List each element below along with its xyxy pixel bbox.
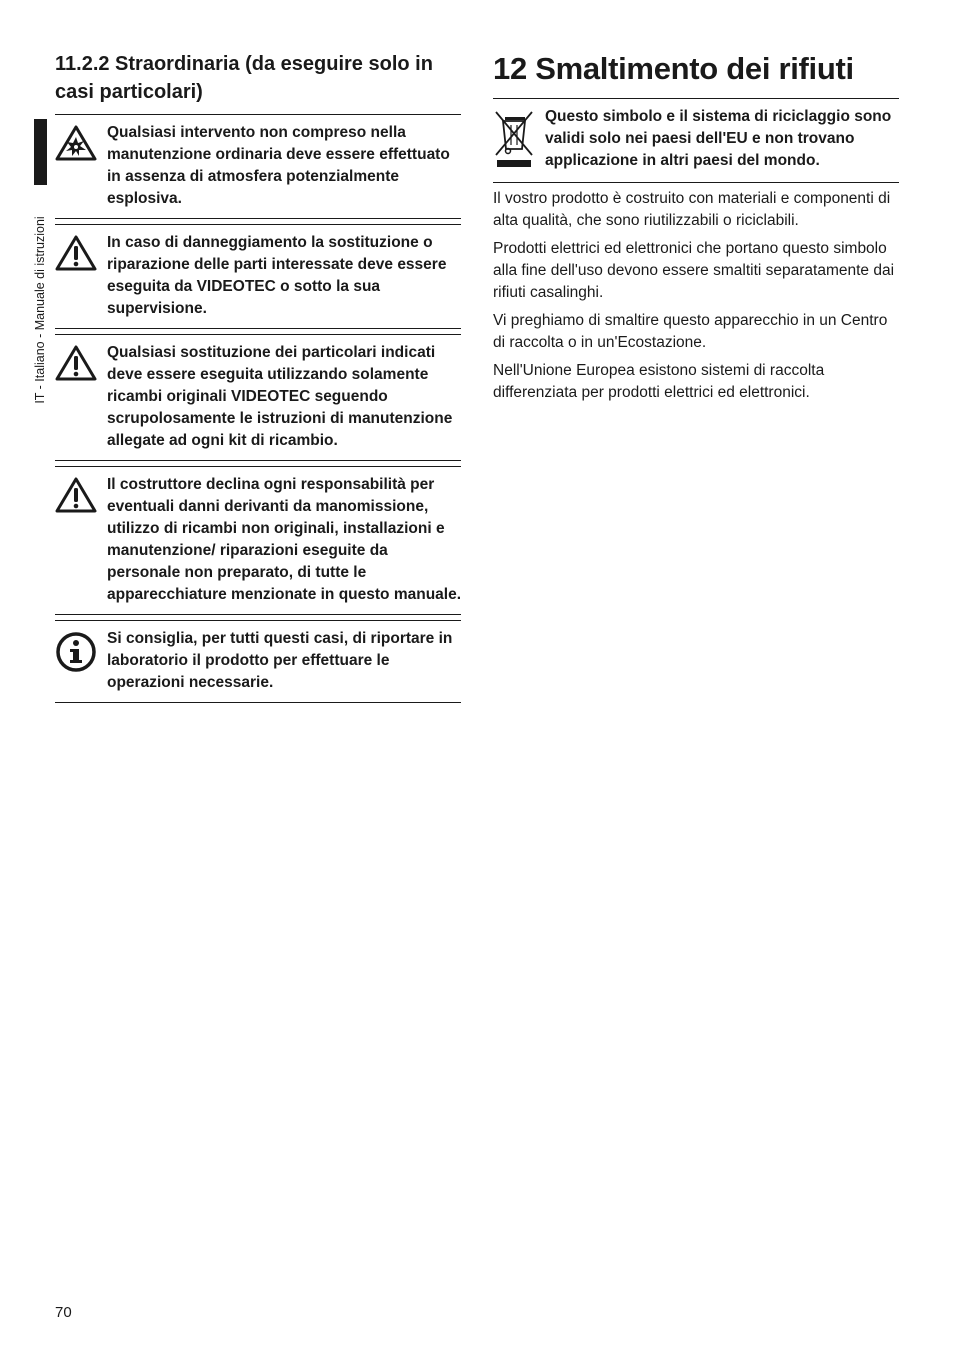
sidebar-tab-marker	[34, 119, 47, 185]
right-column	[493, 50, 899, 410]
warning-triangle-icon	[55, 232, 99, 276]
note-info	[55, 621, 461, 702]
separator-double	[55, 328, 461, 335]
note-text: Questo simbolo e il sistema di riciclaggio sono validi solo nei paesi dell'EU e non trovano applicazione in altri paesi del mondo.	[545, 108, 892, 169]
note-text: Qualsiasi sostituzione dei particolari indicati deve essere eseguita utilizzando solamente ricambi originali VIDEOTEC seguendo scrupolosamente le istruzioni di manutenzione allegate ad ogni kit di ricambio.	[107, 344, 453, 449]
warning-triangle-icon	[55, 342, 99, 386]
separator-double	[55, 460, 461, 467]
body-paragraph: Vi preghiamo di smaltire questo apparecchio in un Centro di raccolta o in un'Ecostazione.	[493, 312, 888, 351]
note-text: Qualsiasi intervento non compreso nella manutenzione ordinaria deve essere effettuato in assenza di atmosfera potenzialmente esplosiva.	[107, 124, 450, 207]
info-icon	[55, 628, 99, 678]
explosion-warning-icon	[55, 122, 99, 166]
separator-double	[55, 218, 461, 225]
note-weee	[493, 99, 899, 182]
warning-triangle-icon	[55, 474, 99, 518]
note-warning-liability	[55, 467, 461, 614]
separator-double	[55, 614, 461, 621]
note-warning-damage	[55, 225, 461, 328]
weee-bin-icon	[493, 106, 537, 174]
section-title: 11.2.2 Straordinaria (da eseguire solo in casi particolari)	[55, 53, 433, 103]
note-text: Si consiglia, per tutti questi casi, di riportare in laboratorio il prodotto per effettuare le operazioni necessarie.	[107, 630, 453, 691]
separator	[55, 702, 461, 703]
body-paragraph: Il vostro prodotto è costruito con materiali e componenti di alta qualità, che sono riutilizzabili o riciclabili.	[493, 190, 891, 229]
body-paragraph: Prodotti elettrici ed elettronici che portano questo simbolo alla fine dell'uso devono essere smaltiti separatamente dai rifiuti casalinghi.	[493, 240, 895, 301]
chapter-title: 12 Smaltimento dei rifiuti	[493, 51, 854, 86]
note-explosion	[55, 115, 461, 218]
left-column	[55, 50, 461, 703]
note-text: In caso di danneggiamento la sostituzione o riparazione delle parti interessate deve essere eseguita da VIDEOTEC o sotto la sua supervisione.	[107, 234, 447, 317]
page-number: 70	[55, 1304, 72, 1321]
note-text: Il costruttore declina ogni responsabilità per eventuali danni derivanti da manomissione, utilizzo di ricambi non originali, installazioni e manutenzione/ riparazioni eseguite da personale non preparato, di tutte le apparecchiature menzionate in questo manuale.	[107, 476, 462, 603]
note-warning-spare-parts	[55, 335, 461, 460]
body-paragraph: Nell'Unione Europea esistono sistemi di raccolta differenziata per prodotti elettrici ed elettronici.	[493, 362, 825, 401]
sidebar-language-label: IT - Italiano - Manuale di istruzioni	[33, 216, 47, 404]
